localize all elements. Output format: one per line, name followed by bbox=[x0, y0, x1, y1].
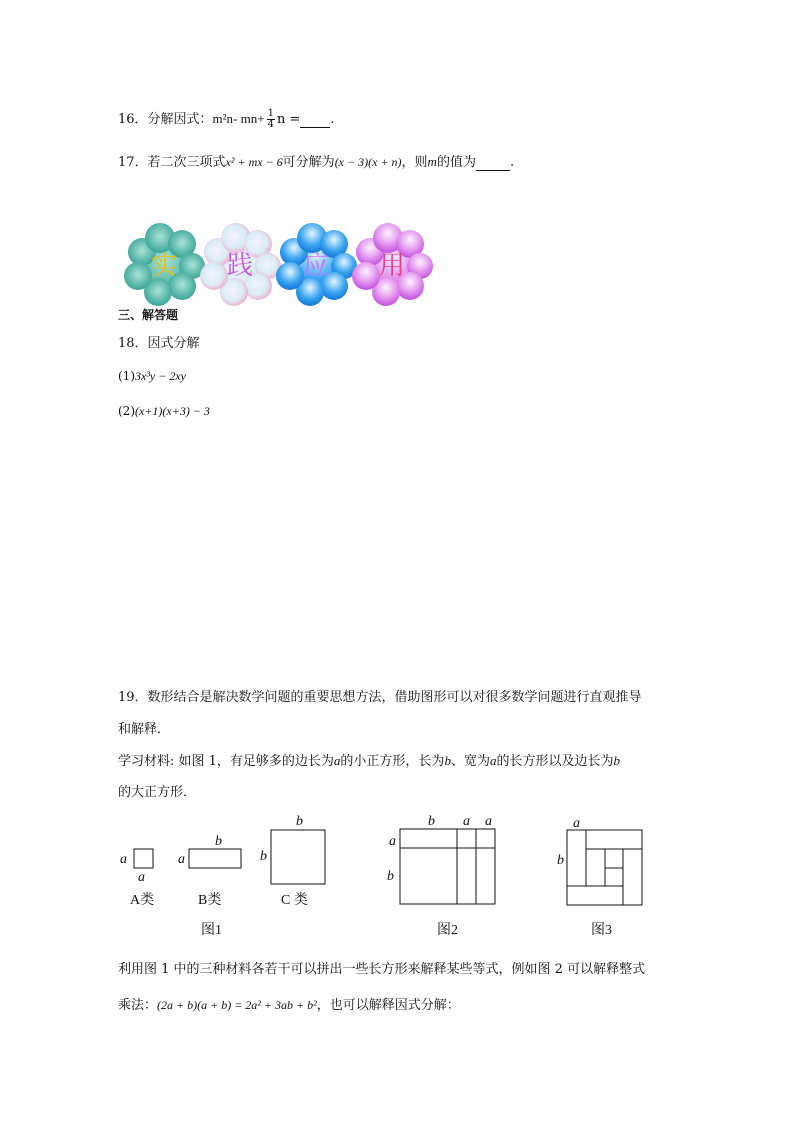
q17-mid: 可分解为 bbox=[282, 155, 335, 170]
q18-p2-expr: (x+1)(x+3) − 3 bbox=[135, 404, 210, 418]
fig1-label-a-rect: a bbox=[178, 852, 185, 867]
q17-factor2: (x + n) bbox=[368, 155, 402, 169]
q19-var-b: b bbox=[444, 753, 451, 768]
q17-mid2: ，则 bbox=[401, 155, 428, 170]
question-18-title: 18．因式分解 bbox=[118, 336, 200, 351]
q19-line3d: 的长方形以及边长为 bbox=[496, 754, 614, 769]
q16-frac-den: 4 bbox=[267, 119, 274, 130]
fig1-label-b-rect: b bbox=[215, 834, 222, 849]
q19-line6-expression: (2a + b)(a + b) = 2a² + 3ab + b² bbox=[157, 998, 317, 1012]
q18-p2-label: (2) bbox=[118, 404, 135, 418]
q17-var: m bbox=[427, 154, 437, 169]
q16-tail: n = bbox=[276, 112, 301, 127]
q19-line3c: 、宽为 bbox=[450, 754, 490, 769]
q19-var-b2: b bbox=[613, 753, 620, 768]
q18-p1-label: (1) bbox=[118, 369, 135, 383]
fig1-caption-typeB: B类 bbox=[198, 893, 222, 908]
q19-line2: 和解释． bbox=[118, 722, 171, 737]
q17-polynomial: x² + mx − 6 bbox=[225, 155, 283, 169]
fig3-square bbox=[567, 830, 642, 905]
fig3-label-b-left: b bbox=[557, 853, 564, 868]
fig2-rectangle bbox=[400, 829, 495, 904]
q19-line4: 的大正方形． bbox=[118, 785, 197, 800]
banner-char-1: 实 bbox=[150, 251, 178, 280]
fig3-caption: 图3 bbox=[591, 923, 612, 938]
fig1-label-b-left: b bbox=[260, 849, 267, 864]
fig2-label-a-left: a bbox=[389, 834, 396, 849]
q17-prefix: 17．若二次三项式 bbox=[118, 155, 226, 170]
fig2-label-a-top1: a bbox=[463, 814, 470, 829]
fig1-label-a-bottom: a bbox=[138, 870, 145, 885]
q18-p1-expr: 3x³y − 2xy bbox=[135, 369, 186, 383]
q16-end: . bbox=[330, 112, 335, 127]
fig1-caption-typeC: C 类 bbox=[281, 893, 308, 908]
q19-var-a: a bbox=[333, 753, 341, 768]
fig2-label-b-top: b bbox=[428, 814, 435, 829]
fig2-label-b-left: b bbox=[387, 869, 394, 884]
fig3-label-a-top: a bbox=[573, 816, 580, 831]
q19-line3b: 的小正方形，长为 bbox=[340, 754, 445, 769]
section-title: 三、解答题 bbox=[118, 308, 179, 322]
banner-char-2: 践 bbox=[226, 251, 254, 280]
fig2-caption: 图2 bbox=[437, 923, 458, 938]
q16-frac-num: 1 bbox=[267, 108, 274, 119]
q19-line5: 利用图 1 中的三种材料各若干可以拼出一些长方形来解释某些等式，例如图 2 可以解释整式 bbox=[118, 962, 646, 977]
q16-prefix: 16．分解因式： bbox=[118, 112, 213, 127]
banner-char-3: 应 bbox=[302, 251, 330, 280]
q19-var-a2: a bbox=[489, 753, 497, 768]
fig1-large-square bbox=[271, 830, 325, 884]
q17-suffix: 的值为 bbox=[436, 155, 476, 170]
banner-char-4: 用 bbox=[378, 251, 406, 280]
q19-line6a: 乘法： bbox=[118, 998, 158, 1013]
q16-expression: m²n- mn+ bbox=[212, 111, 265, 126]
fig1-label-b-top: b bbox=[296, 814, 303, 829]
q19-line6b: ，也可以解释因式分解： bbox=[316, 998, 460, 1013]
fig1-caption: 图1 bbox=[201, 923, 222, 938]
q19-line1: 19．数形结合是解决数学问题的重要思想方法，借助图形可以对很多数学问题进行直观推导 bbox=[118, 690, 642, 705]
fig1-rectangle bbox=[189, 849, 241, 868]
fig2-label-a-top2: a bbox=[485, 814, 492, 829]
fig1-caption-typeA: A类 bbox=[130, 893, 155, 908]
q19-line6 bbox=[118, 994, 460, 1013]
q17-end: . bbox=[509, 155, 515, 170]
fig1-label-a-left: a bbox=[120, 852, 127, 867]
fig1-small-square bbox=[134, 849, 153, 868]
q17-factor1: (x − 3) bbox=[334, 155, 369, 169]
q19-line3a: 学习材料: 如图 1，有足够多的边长为 bbox=[118, 754, 334, 769]
